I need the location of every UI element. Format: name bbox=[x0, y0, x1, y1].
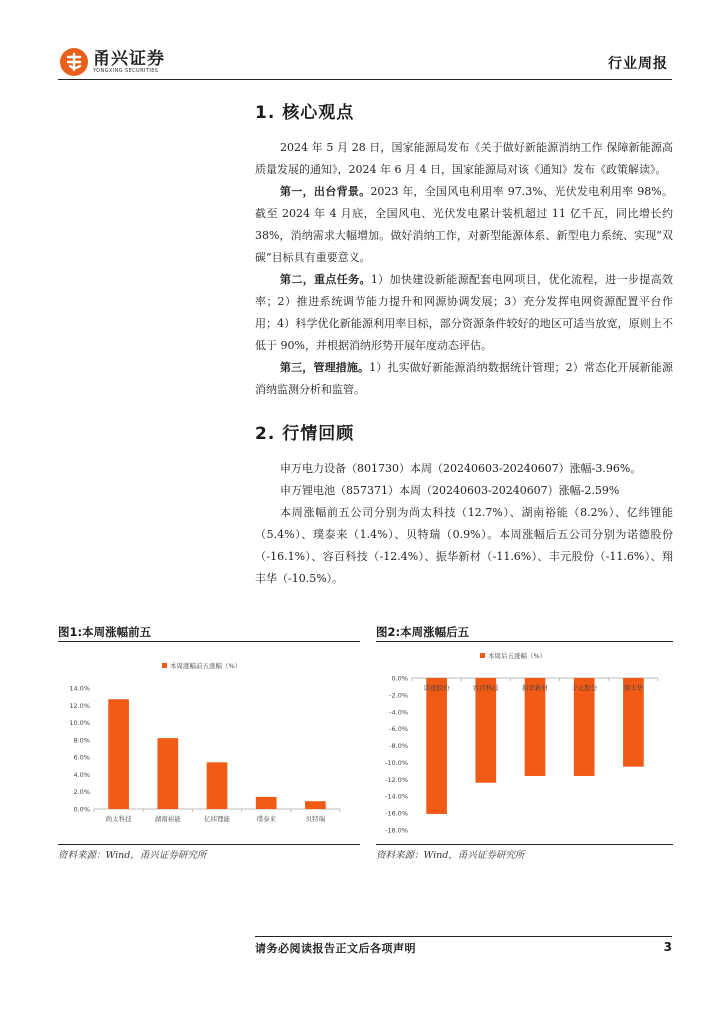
paragraph: 2024 年 5 月 28 日，国家能源局发布《关于做好新能源消纳工作 保障新能源高质量发展的通知》，2024 年 6 月 4 日，国家能源局对该《通知》发布《政策解读》。 bbox=[255, 141, 673, 176]
top-losers-chart bbox=[376, 646, 673, 842]
section-heading-core-views: 1. 核心观点 bbox=[255, 103, 355, 123]
figure1-title: 图1:本周涨幅前五 bbox=[58, 625, 152, 639]
y-tick-label: -12.0% bbox=[385, 775, 408, 784]
y-tick-label: 4.0% bbox=[73, 770, 90, 779]
y-tick-label: 12.0% bbox=[69, 701, 90, 710]
logo-name: 甬兴证券 bbox=[93, 48, 165, 69]
y-tick-label: -4.0% bbox=[389, 708, 408, 717]
figure2-bottom-rule bbox=[376, 844, 673, 845]
y-tick-label: 8.0% bbox=[73, 736, 90, 745]
x-tick-label: 贝特瑞 bbox=[305, 815, 326, 823]
y-tick-label: -16.0% bbox=[385, 809, 408, 818]
footer-disclaimer: 请务必阅读报告正文后各项声明 bbox=[255, 942, 416, 955]
figure1-source: 资料来源：Wind，甬兴证券研究所 bbox=[58, 850, 207, 861]
logo-english-name: YONGXING SECURITIES bbox=[93, 67, 159, 74]
figure1-rule bbox=[58, 641, 360, 642]
bar bbox=[108, 699, 129, 809]
page-header bbox=[58, 42, 672, 80]
bar bbox=[256, 797, 277, 809]
footer-rule bbox=[255, 936, 672, 937]
bar bbox=[157, 738, 178, 809]
figure2-title: 图2:本周涨幅后五 bbox=[376, 625, 470, 639]
y-tick-label: 10.0% bbox=[69, 719, 90, 728]
y-tick-label: 2.0% bbox=[73, 788, 90, 797]
x-tick-label: 璞泰来 bbox=[256, 815, 276, 823]
y-tick-label: -6.0% bbox=[389, 725, 408, 734]
document-type: 行业周报 bbox=[608, 56, 668, 72]
y-tick-label: -10.0% bbox=[385, 758, 408, 767]
bold-lead: 第一，出台背景。 bbox=[280, 185, 371, 198]
paragraph bbox=[255, 181, 673, 269]
figure2-chart bbox=[376, 646, 673, 846]
x-tick-label: 翔丰华 bbox=[623, 684, 644, 692]
figure2-source: 资料来源：Wind，甬兴证券研究所 bbox=[376, 850, 525, 861]
bar bbox=[525, 678, 546, 776]
legend-label: 本周后五涨幅（%） bbox=[488, 652, 547, 660]
x-tick-label: 亿纬锂能 bbox=[204, 815, 230, 823]
page-number: 3 bbox=[663, 940, 672, 954]
y-tick-label: 0.0% bbox=[391, 674, 408, 683]
y-tick-label: 14.0% bbox=[69, 684, 90, 693]
x-tick-label: 丰元股份 bbox=[571, 684, 598, 692]
y-tick-label: 0.0% bbox=[73, 805, 90, 814]
paragraph bbox=[255, 357, 673, 401]
bar bbox=[305, 801, 326, 809]
bold-lead: 第三，管理措施。 bbox=[280, 361, 370, 374]
y-tick-label: -8.0% bbox=[389, 742, 408, 751]
figure2-rule bbox=[376, 641, 673, 642]
section-heading-market-review: 2. 行情回顾 bbox=[255, 424, 355, 444]
paragraph: 申万电力设备（801730）本周（20240603-20240607）涨幅-3.96%。 bbox=[280, 462, 642, 475]
bar bbox=[426, 678, 447, 814]
y-tick-label: -2.0% bbox=[389, 691, 408, 700]
legend-swatch bbox=[480, 653, 485, 658]
figure1-bottom-rule bbox=[58, 844, 360, 845]
y-tick-label: -18.0% bbox=[385, 826, 408, 835]
logo-icon bbox=[60, 48, 88, 76]
bar bbox=[475, 678, 496, 783]
paragraph-text: 2023 年，全国风电利用率 97.3%、光伏发电利用率 98%。截至 2024 年 4 月底，全国风电、光伏发电累计装机超过 11 亿千瓦，同比增长约 38%，消纳需求大幅增加。做好消纳工作，对新型能源体系、新型电力系统、实现“双碳”目标具有重要意义。 bbox=[255, 185, 673, 264]
top-gainers-chart bbox=[58, 646, 360, 842]
paragraph bbox=[255, 269, 673, 357]
legend-label: 本周涨幅前五涨幅（%） bbox=[170, 662, 242, 670]
x-tick-label: 诺德股份 bbox=[423, 684, 450, 692]
main-content bbox=[255, 98, 673, 590]
legend-swatch bbox=[162, 663, 167, 668]
bar bbox=[207, 762, 228, 809]
paragraph: 本周涨幅前五公司分别为尚太科技（12.7%）、湖南裕能（8.2%）、亿纬锂能（5.4%）、璞泰来（1.4%）、贝特瑞（0.9%）。本周涨幅后五公司分别为诺德股份（-16.1%）、容百科技（-12.4%）、振华新材（-11.6%）、丰元股份（-11.6%）、翔丰华（-10.5%）。 bbox=[255, 506, 673, 585]
x-tick-label: 振华新材 bbox=[522, 684, 548, 692]
x-tick-label: 容百科技 bbox=[472, 684, 499, 692]
paragraph-text: 1）加快建设新能源配套电网项目，优化流程，进一步提高效率；2）推进系统调节能力提升和网源协调发展；3）充分发挥电网资源配置平台作用；4）科学优化新能源利用率目标，部分资源条件较好的地区可适当放宽，原则上不低于 90%，并根据消纳形势开展年度动态评估。 bbox=[255, 273, 674, 352]
bold-lead: 第二，重点任务。 bbox=[280, 273, 371, 286]
y-tick-label: -14.0% bbox=[385, 792, 408, 801]
paragraph: 申万锂电池（857371）本周（20240603-20240607）涨幅-2.59% bbox=[280, 484, 620, 497]
y-tick-label: 6.0% bbox=[73, 753, 90, 762]
x-tick-label: 尚太科技 bbox=[105, 815, 132, 823]
company-logo bbox=[60, 48, 165, 76]
bar bbox=[574, 678, 595, 776]
figure1-chart bbox=[58, 646, 360, 846]
x-tick-label: 湖南裕能 bbox=[154, 815, 181, 823]
paragraph-text: 1）扎实做好新能源消纳数据统计管理；2）常态化开展新能源消纳监测分析和监管。 bbox=[255, 361, 674, 396]
